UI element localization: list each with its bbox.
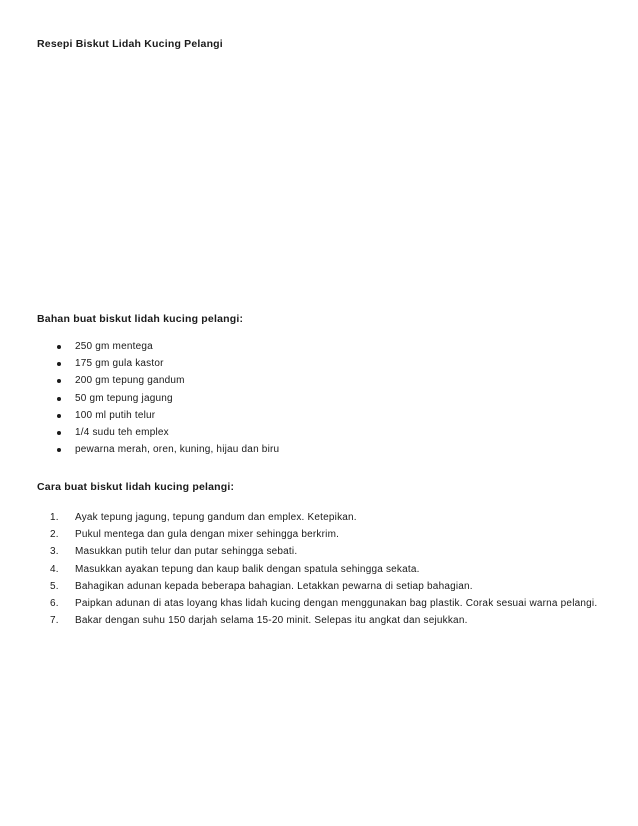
- ingredient-text: 250 gm mentega: [75, 341, 153, 352]
- bullet-icon: [57, 414, 61, 418]
- list-item: [0, 340, 600, 357]
- ingredients-heading: Bahan buat biskut lidah kucing pelangi:: [37, 313, 244, 325]
- bullet-icon: [57, 379, 61, 383]
- step-text: Ayak tepung jagung, tepung gandum dan emplex. Ketepikan.: [75, 512, 357, 523]
- ingredient-text: 200 gm tepung gandum: [75, 375, 185, 387]
- step-number: 4.: [50, 563, 59, 575]
- list-item: [0, 409, 600, 426]
- ingredient-text: 1/4 sudu teh emplex: [75, 426, 169, 438]
- bullet-icon: [57, 431, 61, 435]
- step-number: 6.: [50, 598, 59, 610]
- list-item: [0, 374, 600, 391]
- ingredient-text: 100 ml putih telur: [75, 409, 156, 421]
- step-item: [0, 612, 600, 629]
- step-item: [0, 543, 600, 560]
- step-item: [0, 509, 600, 526]
- bullet-icon: [57, 397, 61, 401]
- steps-list: [0, 509, 600, 629]
- ingredients-list: [0, 340, 600, 460]
- step-text: Bahagikan adunan kepada beberapa bahagian. Letakkan pewarna di setiap bahagian.: [75, 580, 473, 592]
- list-item: [0, 392, 600, 409]
- step-text: Masukkan ayakan tepung dan kaup balik dengan spatula sehingga sekata.: [75, 563, 420, 575]
- ingredient-text: 175 gm gula kastor: [75, 358, 164, 370]
- step-text: Paipkan adunan di atas loyang khas lidah kucing dengan menggunakan bag plastik. Corak sesuai warna pelangi.: [75, 598, 598, 610]
- step-item: [0, 526, 600, 543]
- bullet-icon: [57, 448, 61, 452]
- step-number: 1.: [50, 512, 59, 523]
- step-item: [0, 561, 600, 578]
- step-number: 7.: [50, 615, 59, 627]
- step-number: 3.: [50, 546, 59, 558]
- step-number: 2.: [50, 529, 59, 541]
- step-item: [0, 595, 600, 612]
- bullet-icon: [57, 362, 61, 366]
- step-number: 5.: [50, 580, 59, 592]
- list-item: [0, 426, 600, 443]
- list-item: [0, 357, 600, 374]
- list-item: [0, 443, 600, 460]
- document-title: Resepi Biskut Lidah Kucing Pelangi: [37, 38, 223, 50]
- step-text: Pukul mentega dan gula dengan mixer sehingga berkrim.: [75, 529, 340, 541]
- step-text: Bakar dengan suhu 150 darjah selama 15-20 minit. Selepas itu angkat dan sejukkan.: [75, 615, 468, 627]
- bullet-icon: [57, 345, 61, 349]
- step-item: [0, 578, 600, 595]
- ingredient-text: pewarna merah, oren, kuning, hijau dan biru: [75, 444, 280, 456]
- ingredient-text: 50 gm tepung jagung: [75, 392, 173, 404]
- step-text: Masukkan putih telur dan putar sehingga sebati.: [75, 546, 298, 558]
- method-heading: Cara buat biskut lidah kucing pelangi:: [37, 481, 235, 493]
